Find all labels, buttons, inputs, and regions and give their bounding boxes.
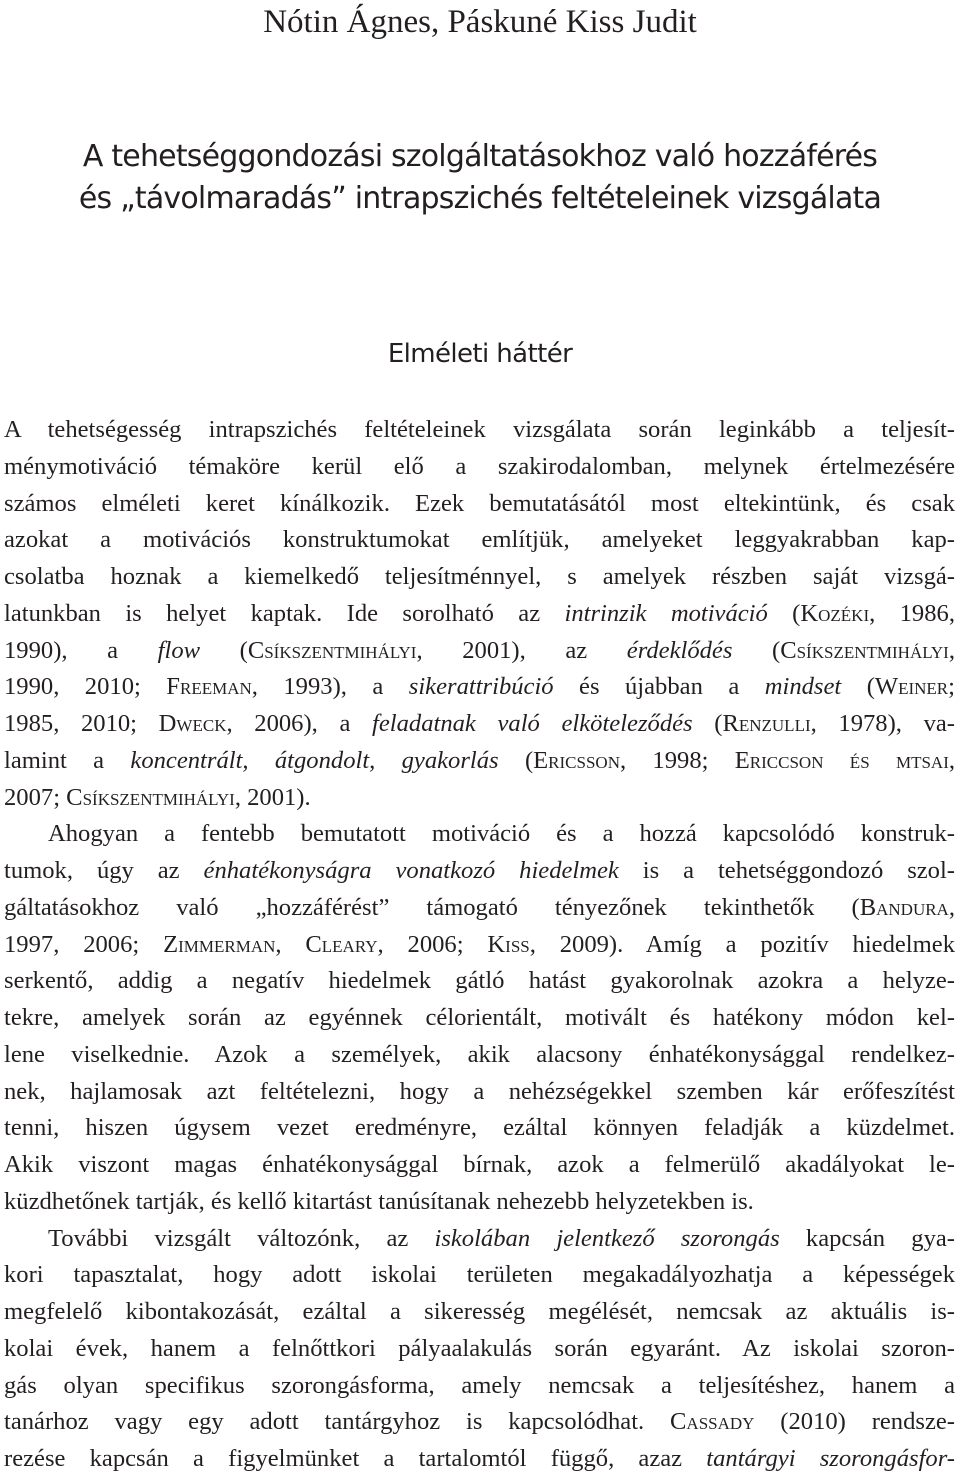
article-title bbox=[0, 136, 960, 220]
article-title-line-1: A tehetséggondozási szolgáltatásokhoz való hozzáférés bbox=[82, 139, 878, 174]
text-segment: , 2001), az bbox=[416, 636, 627, 664]
text-segment: ( bbox=[692, 710, 723, 737]
text-line bbox=[4, 816, 955, 853]
text-line bbox=[4, 1074, 955, 1111]
text-line bbox=[4, 633, 955, 670]
emphasized-term: feladatnak való elköteleződés bbox=[372, 710, 693, 737]
author-citation: Csíkszentmihályi bbox=[780, 636, 949, 664]
text-segment: küzdhetőnek tartják, és kellő kitartást tanúsítanak nehezebb helyzetekben is. bbox=[4, 1187, 754, 1215]
emphasized-term: sikerattribúció bbox=[408, 673, 554, 701]
text-segment: serkentő, addig a negatív hiedelmek gátló hatást gyakorolnak azokra a helyze- bbox=[4, 967, 955, 995]
text-segment: tenni, hiszen úgysem vezet eredményre, ezáltal könnyen feladják a küzdelmet. bbox=[4, 1114, 955, 1142]
text-line bbox=[4, 1404, 955, 1441]
emphasized-term: érdeklődés bbox=[626, 636, 733, 664]
emphasized-term: koncentrált, átgondolt, gyakorlás bbox=[130, 746, 499, 774]
author-citation: Cassady bbox=[670, 1408, 755, 1436]
text-segment: ( bbox=[841, 673, 875, 701]
text-line bbox=[4, 486, 955, 523]
text-segment: tanárhoz vagy egy adott tantárgyhoz is kapcsolódhat. bbox=[4, 1408, 671, 1436]
text-line bbox=[4, 780, 955, 817]
text-segment: kolai évek, hanem a felnőttkori pályaalakulás során egyaránt. Az iskolai szoron- bbox=[4, 1334, 955, 1362]
text-segment: latunkban is helyet kaptak. Ide sorolható az bbox=[4, 599, 565, 627]
emphasized-term: tantárgyi szorongásfor- bbox=[706, 1445, 955, 1472]
text-segment: , 2001). bbox=[234, 783, 311, 811]
authors-line: Nótin Ágnes, Páskuné Kiss Judit bbox=[263, 4, 697, 40]
text-segment: , bbox=[275, 930, 306, 958]
emphasized-term: énhatékonyságra vonatkozó hiedelmek bbox=[203, 857, 619, 884]
text-line bbox=[4, 1257, 955, 1294]
text-segment: Ahogyan a fentebb bemutatott motiváció és a hozzá kapcsolódó konstruk- bbox=[48, 820, 955, 848]
text-line bbox=[4, 963, 955, 1000]
text-segment: lene viselkednie. Azok a személyek, akik alacsony énhatékonysággal rendelkez- bbox=[4, 1040, 955, 1068]
text-segment: További vizsgált változónk, az bbox=[48, 1224, 435, 1252]
author-citation: Renzulli bbox=[722, 710, 811, 737]
text-segment: csolatba hoznak a kiemelkedő teljesítménnyel, s amelyek részben saját vizsgá- bbox=[4, 563, 955, 590]
author-citation: Cleary bbox=[305, 930, 378, 958]
text-segment: rezése kapcsán a figyelmünket a tartalomtól függő, azaz bbox=[4, 1445, 707, 1472]
text-line bbox=[4, 669, 955, 706]
text-line bbox=[4, 522, 955, 559]
text-segment: , 1998; bbox=[619, 746, 735, 774]
text-line bbox=[4, 1368, 955, 1405]
text-segment: kori tapasztalat, hogy adott iskolai területen megakadályozhatja a képességek bbox=[4, 1261, 955, 1289]
text-segment: 1997, 2006; bbox=[4, 930, 164, 958]
text-segment: 1990), a bbox=[4, 636, 158, 664]
text-segment: ( bbox=[767, 599, 801, 627]
text-segment: , 2006; bbox=[377, 930, 488, 958]
text-line bbox=[4, 890, 955, 927]
text-segment: 1990, 2010; bbox=[4, 673, 167, 701]
text-line bbox=[4, 853, 955, 890]
author-citation: Zimmerman bbox=[163, 930, 276, 958]
author-citation: Csíkszentmihályi bbox=[66, 783, 235, 811]
text-segment: Akik viszont magas énhatékonysággal bírnak, azok a felmerülő akadályokat le- bbox=[4, 1151, 955, 1178]
text-segment: , 1978), va- bbox=[810, 710, 955, 737]
text-segment: , 2006), a bbox=[226, 710, 373, 737]
text-segment: , 2009). Amíg a pozitív hiedelmek bbox=[529, 930, 955, 958]
text-segment: ( bbox=[732, 636, 781, 664]
text-line bbox=[4, 927, 955, 964]
author-citation: Kiss bbox=[487, 930, 530, 958]
text-segment: ( bbox=[200, 636, 248, 664]
text-line bbox=[4, 1331, 955, 1368]
text-segment: (2010) rendsze- bbox=[754, 1408, 955, 1436]
author-citation: Kozéki bbox=[800, 599, 870, 627]
text-segment: A tehetségesség intrapszichés feltételeinek vizsgálata során leginkább a teljesít- bbox=[4, 416, 955, 443]
text-line bbox=[4, 1184, 955, 1221]
text-segment: gás olyan specifikus szorongásforma, amely nemcsak a teljesítéshez, hanem a bbox=[4, 1371, 955, 1399]
emphasized-term: intrinzik motiváció bbox=[564, 599, 768, 627]
author-citation: Freeman bbox=[166, 673, 252, 701]
text-segment: , bbox=[948, 636, 955, 664]
author-citation: Bandura bbox=[859, 893, 949, 921]
text-segment: , 1993), a bbox=[251, 673, 409, 701]
text-segment: gáltatásokhoz való „hozzáférést” támogató tényezőnek tekinthetők ( bbox=[4, 893, 860, 921]
text-line bbox=[4, 1441, 955, 1478]
text-segment: számos elméleti keret kínálkozik. Ezek bemutatásától most eltekintünk, és csak bbox=[4, 489, 955, 517]
text-line bbox=[4, 743, 955, 780]
text-segment: tekre, amelyek során az egyénnek célorientált, motivált és hatékony módon kel- bbox=[4, 1004, 955, 1031]
text-line bbox=[4, 1294, 955, 1331]
text-segment: megfelelő kibontakozását, ezáltal a sikeresség megélését, nemcsak az aktuális is- bbox=[4, 1298, 955, 1325]
text-segment: nek, hajlamosak azt feltételezni, hogy a nehézségekkel szemben kár erőfeszítést bbox=[4, 1077, 955, 1105]
text-segment: tumok, úgy az bbox=[4, 857, 204, 884]
emphasized-term: flow bbox=[157, 636, 201, 664]
text-segment: , bbox=[948, 746, 956, 774]
text-line bbox=[4, 1037, 955, 1074]
author-citation: Dweck bbox=[158, 710, 227, 737]
text-line bbox=[4, 1000, 955, 1037]
section-heading: Elméleti háttér bbox=[387, 339, 573, 369]
text-segment: és újabban a bbox=[553, 673, 765, 701]
text-line bbox=[4, 1147, 955, 1184]
text-segment: , bbox=[948, 893, 955, 921]
text-line bbox=[4, 706, 955, 743]
text-line bbox=[4, 412, 955, 449]
text-segment: is a tehetséggondozó szol- bbox=[618, 857, 955, 884]
text-line bbox=[4, 559, 955, 596]
text-line bbox=[4, 449, 955, 486]
text-segment: ménymotiváció témaköre kerül elő a szakirodalomban, melynek értelmezésére bbox=[4, 452, 955, 480]
text-line bbox=[4, 1110, 955, 1147]
text-segment: , 1986, bbox=[869, 599, 955, 627]
text-line bbox=[4, 596, 955, 633]
text-segment: kapcsán gya- bbox=[779, 1224, 955, 1252]
text-segment: 2007; bbox=[4, 783, 67, 811]
text-segment: ( bbox=[498, 746, 534, 774]
author-citation: Weiner bbox=[874, 673, 949, 701]
author-citation: Ericcson és mtsai bbox=[734, 746, 949, 774]
emphasized-term: mindset bbox=[764, 673, 842, 701]
text-segment: lamint a bbox=[4, 746, 131, 774]
text-line bbox=[4, 1221, 955, 1258]
text-segment: azokat a motivációs konstruktumokat említjük, amelyeket leggyakrabban kap- bbox=[4, 526, 955, 554]
author-citation: Ericsson bbox=[533, 746, 620, 774]
text-segment: 1985, 2010; bbox=[4, 710, 159, 737]
emphasized-term: iskolában jelentkező szorongás bbox=[434, 1224, 780, 1252]
body-text bbox=[4, 412, 955, 1478]
author-citation: Csíkszentmihályi bbox=[247, 636, 417, 664]
text-segment: ; bbox=[948, 673, 955, 701]
article-title-line-2: és „távolmaradás” intrapszichés feltételeinek vizsgálata bbox=[78, 181, 882, 216]
